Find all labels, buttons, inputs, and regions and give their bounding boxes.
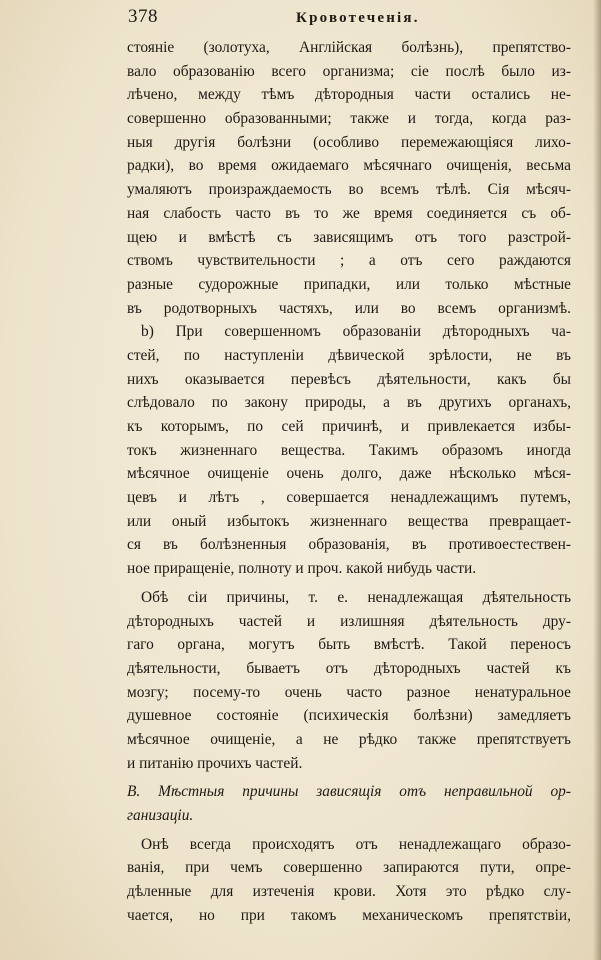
text-line: мозгу; посему-то очень часто разное ненатуральное <box>127 683 571 701</box>
paragraph-3 <box>127 586 571 776</box>
text-line: ныя другія болѣзни (особливо перемежающіяся лихо- <box>127 133 571 151</box>
page-edge-shadow <box>593 0 601 960</box>
page-number: 378 <box>128 6 158 27</box>
text-line: къ которымъ, по сей причинѣ, и привлекается избы- <box>127 418 571 435</box>
text-line: чается, но при такомъ механическомъ препятствіи, <box>127 906 571 924</box>
text-line: щею и вмѣстѣ съ зависящимъ отъ того разстрой- <box>127 228 571 246</box>
running-title: Кровотеченія. <box>296 10 420 26</box>
text-line: или оный избытокъ жизненнаго вещества превращает- <box>127 512 571 530</box>
text-line: цевъ и лѣтъ , совершается ненадлежащимъ путемъ, <box>127 489 571 507</box>
paragraph-5 <box>127 833 571 928</box>
text-line: дѣленные для изтеченія крови. Хотя это рѣдко слу- <box>127 883 571 901</box>
text-line: стей, по наступленіи дѣвической зрѣлости, не въ <box>127 346 571 364</box>
heading-line: B. Мѣстныя причины зависящія отъ неправильной ор- <box>127 783 571 801</box>
text-line: мѣсячное очищеніе, а не рѣдко также препятствуетъ <box>127 730 571 748</box>
text-line: душевное состояніе (психическія болѣзни) замедляетъ <box>127 707 571 725</box>
text-line: ствомъ чувствительности ; а отъ сего раждаются <box>127 252 571 270</box>
text-line: разные судорожные припадки, или только мѣстные <box>127 275 571 293</box>
heading-line: ганизаціи. <box>127 807 194 824</box>
section-heading-b <box>127 780 571 827</box>
paragraph-2 <box>127 320 571 581</box>
text-line: b) При совершенномъ образованіи дѣтородныхъ ча- <box>141 323 571 341</box>
text-line: совершенно образованными; также и тогда, когда раз- <box>127 110 571 128</box>
paragraph-1 <box>127 36 571 320</box>
text-line: вало образованію всего организма; сіе послѣ было из- <box>127 62 571 80</box>
text-line: дѣятельности, бываетъ отъ дѣтородныхъ частей къ <box>127 659 571 677</box>
text-line: въ родотворныхъ частяхъ, или во всемъ организмѣ. <box>127 299 571 317</box>
text-line: нихъ оказывается перевѣсъ дѣятельности, какъ бы <box>127 370 571 388</box>
text-line: гаго органа, могутъ быть вмѣстѣ. Такой переносъ <box>127 636 571 654</box>
text-line: стояніе (золотуха, Англійская болѣзнь), препятство- <box>127 39 571 56</box>
running-head <box>128 4 568 34</box>
body-text <box>127 36 571 927</box>
text-line: ся въ болѣзненныя образованія, въ противоестествен- <box>127 536 571 554</box>
text-line: ное приращеніе, полноту и проч. какой нибудь части. <box>127 560 477 578</box>
text-line: умаляютъ произраждаемость во всемъ тѣлѣ. Сія мѣсяч- <box>127 181 571 199</box>
text-line: радки), во время ожидаемаго мѣсячнаго очищенія, весьма <box>127 157 571 175</box>
text-line: лѣчено, между тѣмъ дѣтородныя части остались не- <box>127 86 571 104</box>
text-line: ная слабость часто въ то же время соединяется съ об- <box>127 204 571 222</box>
text-line: и питанію прочихъ частей. <box>127 754 303 772</box>
text-line: Онѣ всегда происходятъ отъ ненадлежащаго образо- <box>141 835 571 853</box>
text-line: ванія, при чемъ совершенно запираются пути, опре- <box>127 859 571 877</box>
text-line: дѣтородныхъ частей и излишняя дѣятельность дру- <box>127 612 571 630</box>
text-line: Обѣ сіи причины, т. е. ненадлежащая дѣятельность <box>141 588 571 606</box>
text-line: слѣдовало по закону природы, а въ другихъ органахъ, <box>127 394 571 412</box>
text-line: токъ жизненнаго вещества. Такимъ образомъ иногда <box>127 441 571 459</box>
text-line: мѣсячное очищеніе очень долго, даже нѣсколько мѣся- <box>127 465 571 483</box>
